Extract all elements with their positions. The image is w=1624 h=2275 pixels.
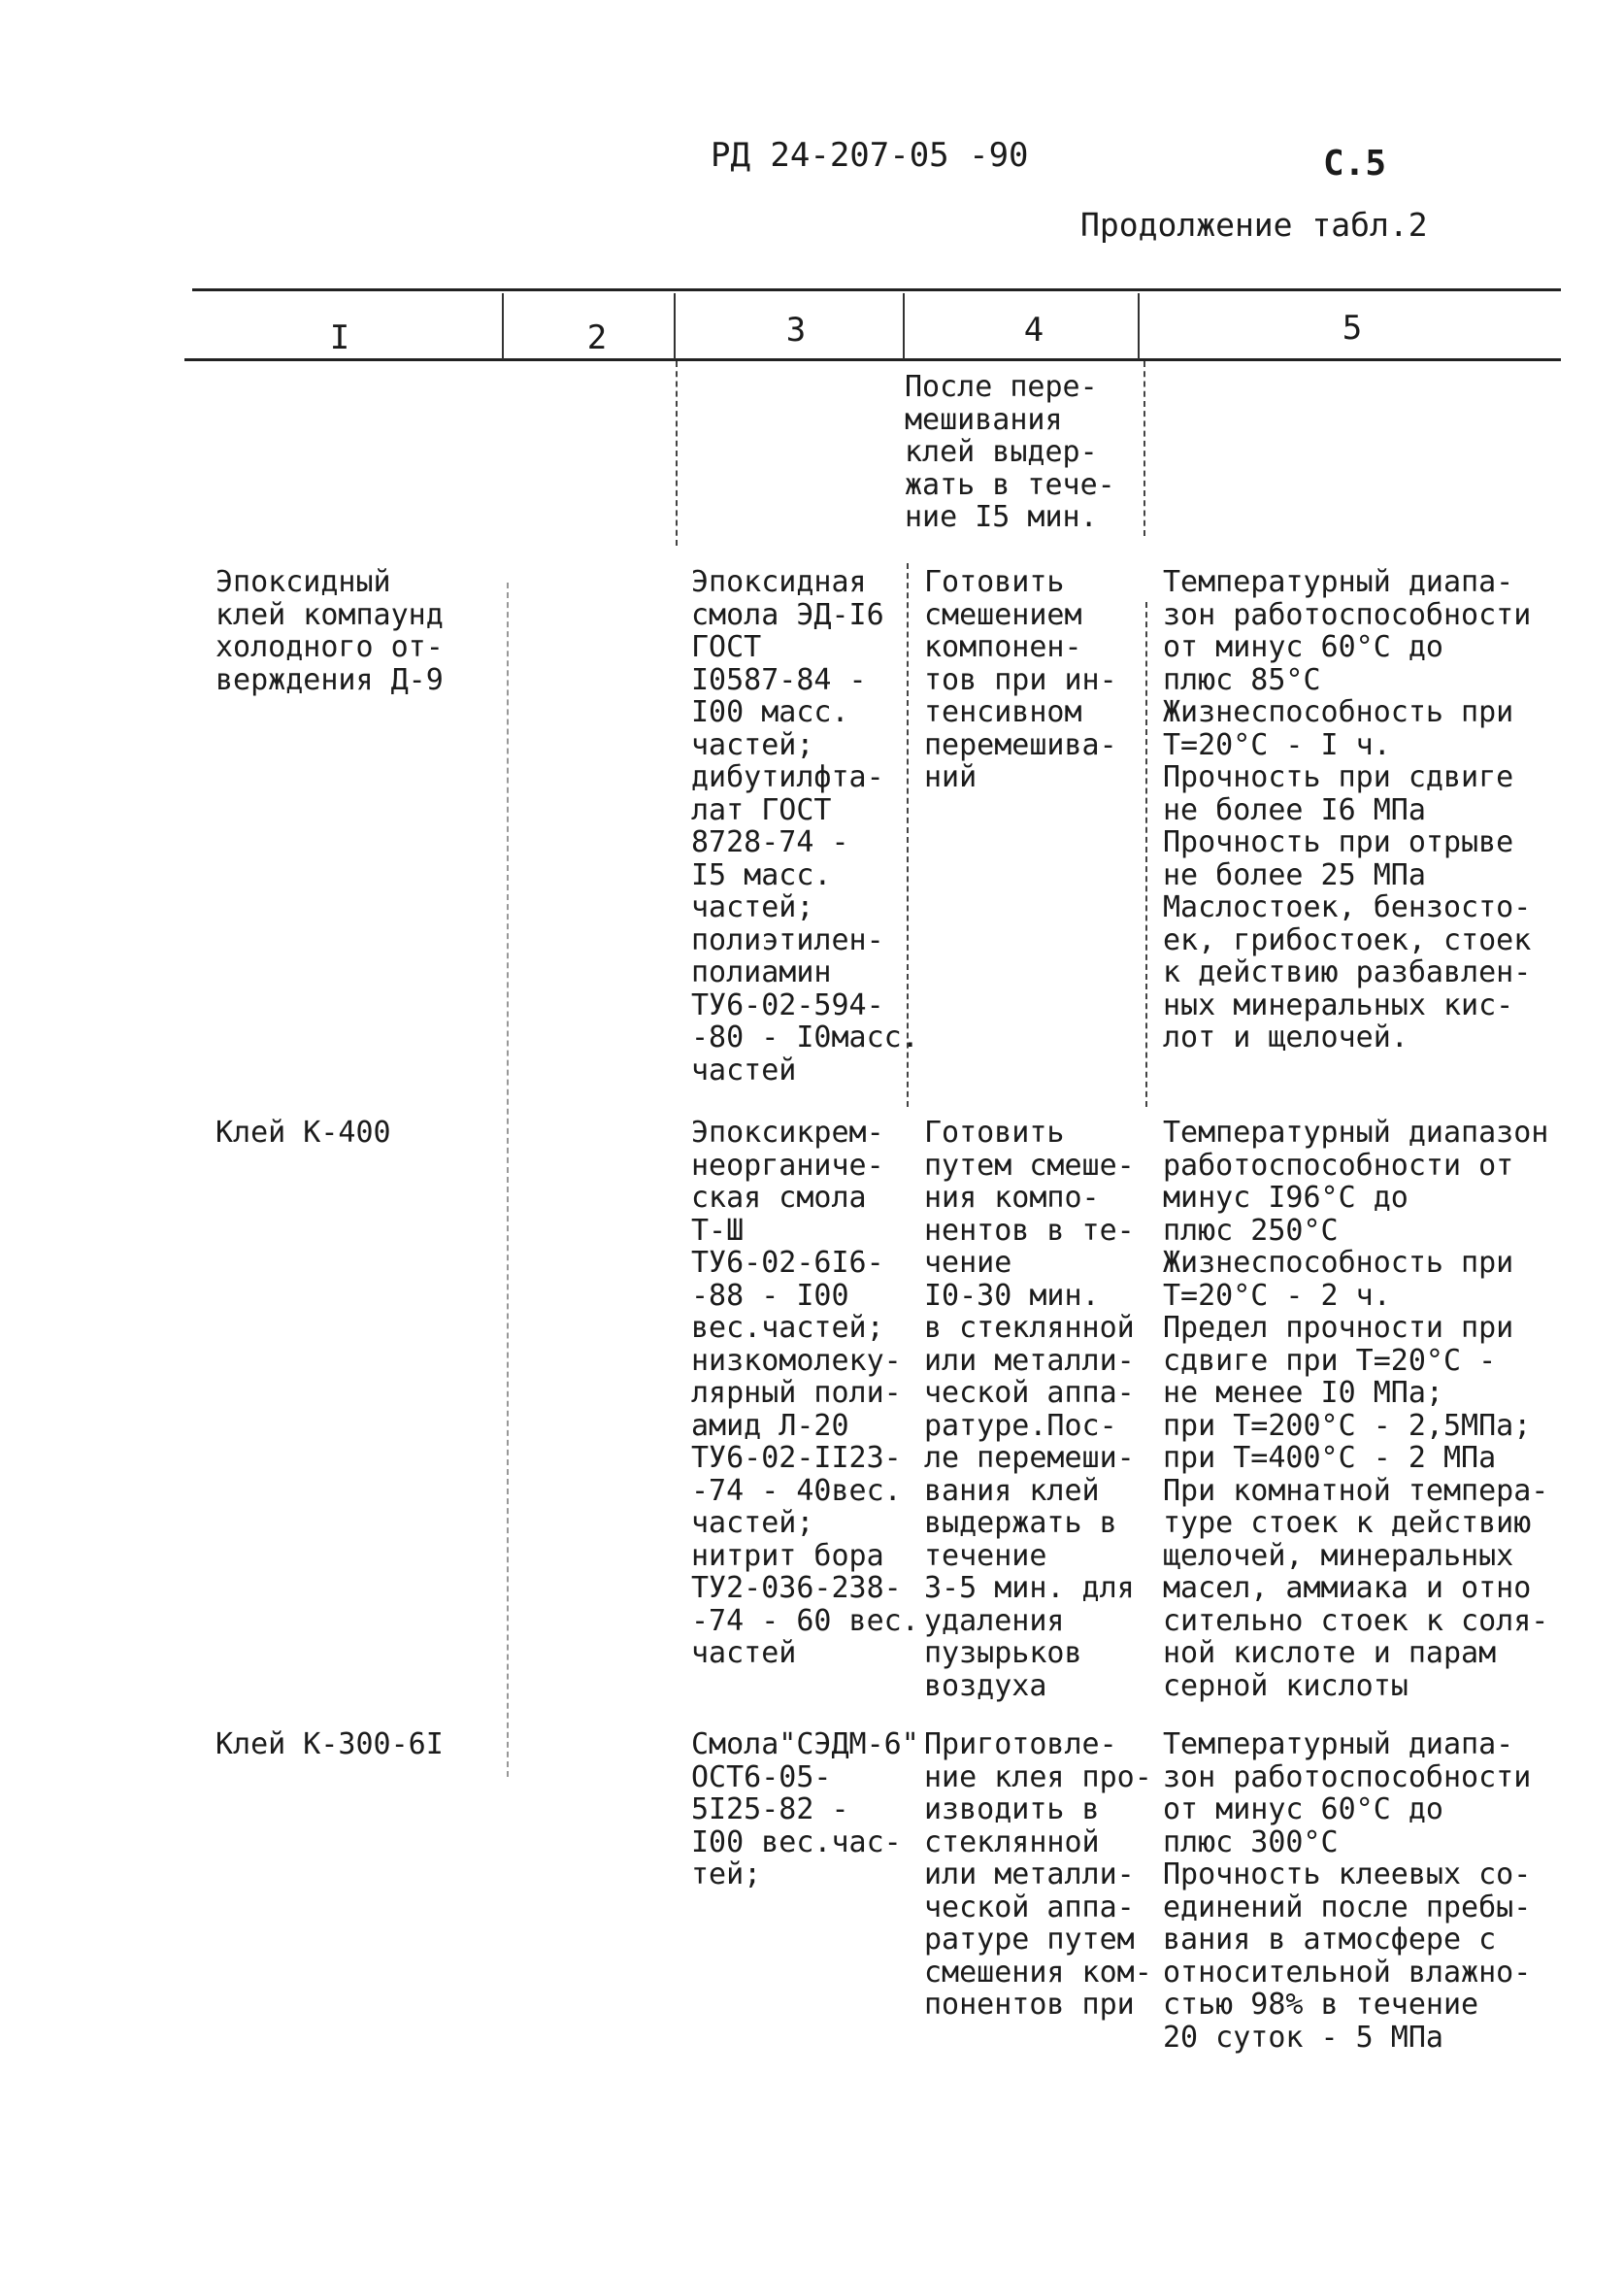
table-cell-properties: Температурный диапа- зон работоспособности от минус 60°С до плюс 85°С Жизнеспособность при Т=20°С - I ч. Прочность при сдвиге не более I6 МПа Прочность при отрыве не более 25 МПа Маслостоек, бензосто- ек, грибостоек, стоек к действию разбавлен- ных минеральных кис- лот и щелочей. (1163, 565, 1532, 1054)
column-divider (1138, 293, 1140, 359)
column-divider-dashed (1145, 602, 1147, 1107)
table-cell-procedure: Приготовле- ние клея про- изводить в стеклянной или металли- ческой аппа- ратуре путем смешения ком- понентов при (924, 1727, 1152, 2022)
table-cell-procedure: После пере- мешивания клей выдер- жать в тече- ние I5 мин. (905, 370, 1115, 534)
column-divider (674, 293, 676, 359)
document-code: РД 24-207-05 -90 (711, 136, 1029, 175)
column-divider (903, 293, 905, 359)
table-cell-adhesive-name: Клей К-300-6I (215, 1727, 444, 1761)
table-cell-properties: Температурный диапазон работоспособности от минус I96°С до плюс 250°С Жизнеспособность при Т=20°С - 2 ч. Предел прочности при сдвиге при Т=20°С - не менее I0 МПа; при Т=200°С - 2,5МПа; при Т=400°С - 2 МПа При комнатной темпера- туре стоек к действию щелочей, минеральных масел, аммиака и отно сительно стоек к соля- ной кислоте и парам серной кислоты (1163, 1116, 1549, 1703)
table-cell-composition: Смола"СЭДМ-6" ОСТ6-05- 5I25-82 - I00 вес.час- тей; (691, 1727, 919, 1891)
column-divider-dashed (676, 361, 678, 546)
column-number-1: I (329, 318, 350, 357)
column-divider (502, 293, 504, 359)
table-header-rule (184, 358, 1561, 361)
column-number-4: 4 (1023, 311, 1044, 350)
page-number: С.5 (1323, 144, 1387, 184)
table-cell-composition: Эпоксикрем- неорганиче- ская смола Т-Ш ТУ6-02-6I6- -88 - I00 вес.частей; низкомолеку- лярный поли- амид Л-20 ТУ6-02-II23- -74 - 40вес. частей; нитрит бора ТУ2-036-238- -74 - 60 вес. частей (691, 1116, 919, 1670)
column-number-2: 2 (586, 318, 608, 357)
table-top-rule (192, 288, 1561, 291)
table-continuation-label: Продолжение табл.2 (1080, 206, 1428, 244)
table-cell-adhesive-name: Эпоксидный клей компаунд холодного от- верждения Д-9 (215, 565, 444, 697)
table-cell-procedure: Готовить смешением компонен- тов при ин- тенсивном перемешива- ний (924, 565, 1117, 794)
table-cell-procedure: Готовить путем смеше- ния компо- нентов в те- чение I0-30 мин. в стеклянной или металли- ческой аппа- ратуре.Пос- ле перемеши- вания клей выдержать в течение 3-5 мин. для удаления пузырьков воздуха (924, 1116, 1135, 1703)
column-divider-dashed (1143, 361, 1145, 536)
table-cell-properties: Температурный диапа- зон работоспособности от минус 60°С до плюс 300°С Прочность клеевых со- единений после пребы- вания в атмосфере с относительной влажно- стью 98% в течение 20 суток - 5 МПа (1163, 1727, 1532, 2055)
table-cell-adhesive-name: Клей К-400 (215, 1116, 391, 1150)
table-cell-composition: Эпоксидная смола ЭД-I6 ГОСТ I0587-84 - I00 масс. частей; дибутилфта- лат ГОСТ 8728-74 - I5 масс. частей; полиэтилен- полиамин ТУ6-02-594- -80 - I0масс. частей (691, 565, 919, 1087)
column-number-3: 3 (785, 311, 807, 350)
column-divider-dashed (507, 583, 509, 1777)
column-number-5: 5 (1342, 309, 1363, 348)
